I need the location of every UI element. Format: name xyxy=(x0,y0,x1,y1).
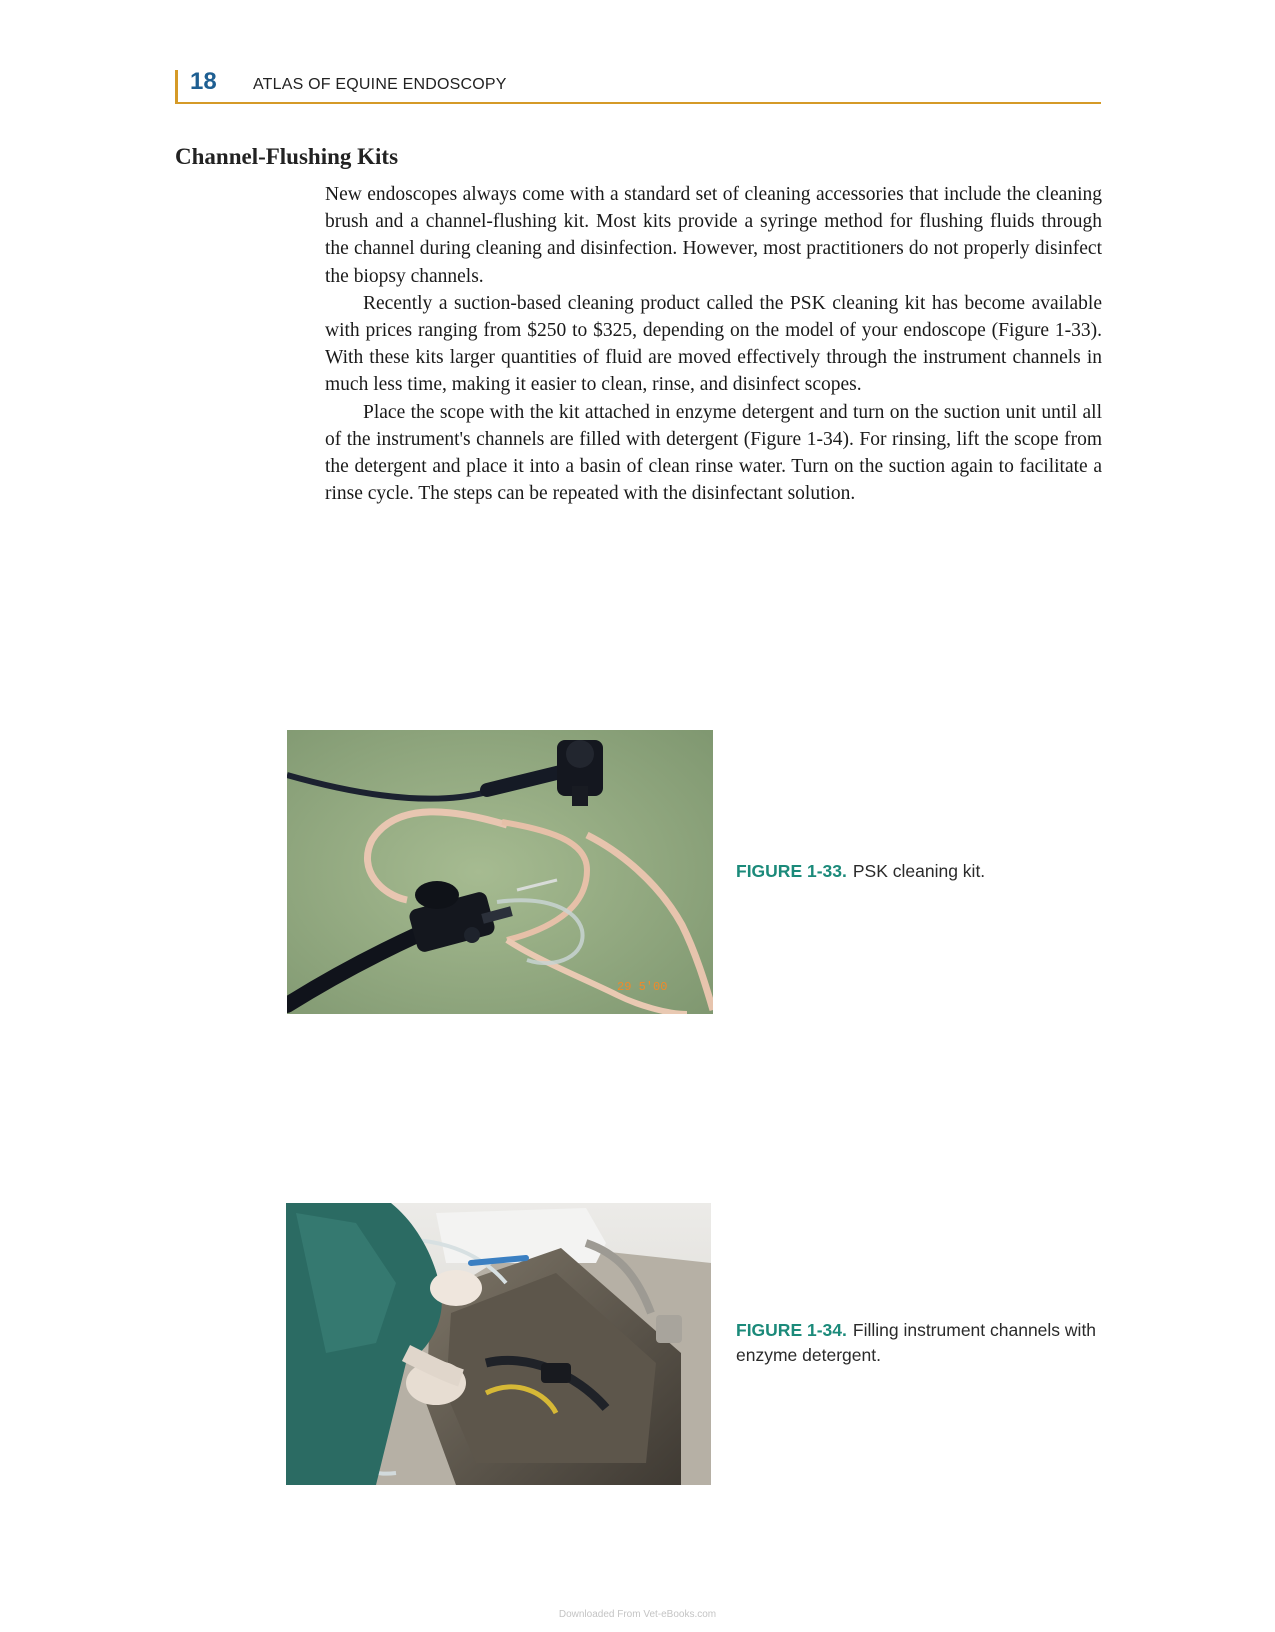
sink-cleaning-photo-illustration xyxy=(286,1203,711,1485)
figure-caption-text: PSK cleaning kit. xyxy=(852,861,986,881)
figure-1-33-photo xyxy=(287,730,713,1014)
section-heading: Channel-Flushing Kits xyxy=(175,144,399,169)
paragraph: New endoscopes always come with a standard set of cleaning accessories that include the cleaning brush and a channel-flushing kit. Most kits provide a syringe method for flushing fluids through the channel during cleaning and disinfection. However, most practitioners do not properly disinfect the biopsy channels. xyxy=(325,184,1102,287)
psk-kit-photo-illustration xyxy=(287,730,713,1014)
figure-label: FIGURE 1-33. xyxy=(736,861,847,881)
figure-1-33-caption xyxy=(736,859,1106,884)
page-number: 18 xyxy=(190,68,217,95)
download-watermark: Downloaded From Vet-eBooks.com xyxy=(558,1609,717,1620)
figure-1-34-photo xyxy=(286,1203,711,1485)
date-stamp: 29 5'00 xyxy=(617,980,668,994)
figure-label: FIGURE 1-34. xyxy=(736,1320,847,1340)
body-text xyxy=(325,181,1102,507)
figure-caption-text: Filling instrument channels with enzyme detergent. xyxy=(736,1320,1097,1365)
running-title: ATLAS OF EQUINE ENDOSCOPY xyxy=(253,76,507,93)
figure-1-34-caption xyxy=(736,1318,1106,1368)
paragraph: Place the scope with the kit attached in enzyme detergent and turn on the suction unit until all of the instrument's channels are filled with detergent (Figure 1-34). For rinsing, lift the scope from the detergent and place it into a basin of clean rinse water. Turn on the suction again to facilitate a rinse cycle. The steps can be repeated with the disinfectant solution. xyxy=(325,401,1102,505)
running-header xyxy=(175,70,1101,104)
paragraph: Recently a suction-based cleaning product called the PSK cleaning kit has become available with prices ranging from $250 to $325, depending on the model of your endoscope (Figure 1-33). With these kits larger quantities of fluid are moved effectively through the instrument channels in much less time, making it easier to clean, rinse, and disinfect scopes. xyxy=(325,292,1102,396)
